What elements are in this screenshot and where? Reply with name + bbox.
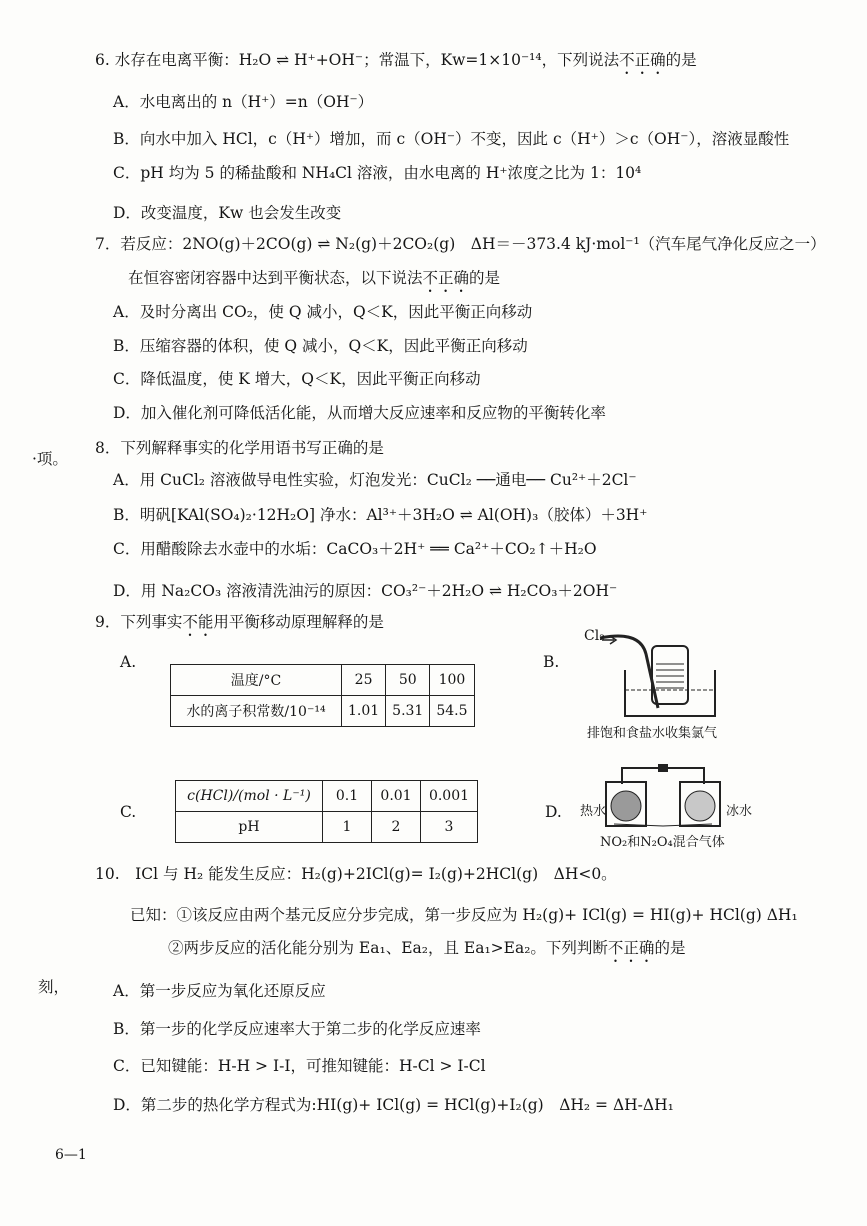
q6-option-a: A．水电离出的 n（H⁺）=n（OH⁻） [113,93,374,111]
q9-label-b: B. [543,653,560,671]
table-a-header-1: 25 [342,665,386,696]
q9-label-a: A. [120,653,137,671]
hot-water-label: 热水 [580,804,607,819]
table-c-header-2: 0.01 [372,781,421,812]
margin-note-1: ·项。 [32,450,68,468]
q9-stem: 9．下列事实不能用平衡移动原理解释的是 [95,613,384,631]
q10-option-b: B．第一步的化学反应速率大于第二步的化学反应速率 [113,1020,481,1038]
q6-option-c: C．pH 均为 5 的稀盐酸和 NH₄Cl 溶液，由水电离的 H⁺浓度之比为 1：10⁴ [113,164,642,182]
q7-option-a: A．及时分离出 CO₂，使 Q 减小，Q＜K，因此平衡正向移动 [113,303,533,321]
figure-b-caption: 排饱和食盐水收集氯气 [587,726,718,741]
equilibrium-flasks-figure [600,756,730,828]
table-c-cell-3: 3 [421,812,478,843]
q8-option-c: C．用醋酸除去水壶中的水垢：CaCO₃＋2H⁺ ══ Ca²⁺＋CO₂↑＋H₂O [113,540,597,558]
q9-table-a [170,664,475,727]
table-c-header-3: 0.001 [421,781,478,812]
q7-stem: 7．若反应：2NO(g)＋2CO(g) ⇌ N₂(g)＋2CO₂(g) ΔH＝－373.4 kJ·mol⁻¹（汽车尾气净化反应之一） [95,235,826,253]
ice-water-label: 冰水 [726,804,753,819]
table-a-cell-1: 1.01 [342,696,386,727]
q6-option-d: D．改变温度，Kw 也会发生改变 [113,204,342,222]
q7-option-d: D．加入催化剂可降低活化能，从而增大反应速率和反应物的平衡转化率 [113,404,606,422]
q9-table-c [175,780,478,843]
q8-option-b: B．明矾[KAl(SO₄)₂·12H₂O] 净水：Al³⁺＋3H₂O ⇌ Al(OH)₃（胶体）＋3H⁺ [113,506,648,524]
q9-label-c: C. [120,803,137,821]
table-c-cell-0: pH [176,812,323,843]
q7-option-b: B．压缩容器的体积，使 Q 减小，Q＜K，因此平衡正向移动 [113,337,528,355]
table-a-cell-2: 5.31 [386,696,430,727]
q6-option-b: B．向水中加入 HCl，c（H⁺）增加，而 c（OH⁻）不变，因此 c（H⁺）＞c（OH⁻），溶液显酸性 [113,130,790,148]
q8-stem: 8．下列解释事实的化学用语书写正确的是 [95,439,384,457]
q6-stem: 6. 水存在电离平衡：H₂O ⇌ H⁺+OH⁻；常温下，Kw=1×10⁻¹⁴，下列说法不正确的是 [95,51,697,69]
table-a-header-3: 100 [430,665,474,696]
table-c-cell-2: 2 [372,812,421,843]
table-a-cell-3: 54.5 [430,696,474,727]
table-a-header-2: 50 [386,665,430,696]
table-a-header-0: 温度/°C [171,665,342,696]
chlorine-gas-label: Cl₂ [584,628,605,644]
table-c-header-0: c(HCl)/(mol · L⁻¹) [176,781,323,812]
q10-option-c: C．已知键能：H-H > I-I，可推知键能：H-Cl > I-Cl [113,1057,486,1075]
figure-d-caption: NO₂和N₂O₄混合气体 [600,835,725,850]
q8-option-a: A．用 CuCl₂ 溶液做导电性实验，灯泡发光：CuCl₂ ──通电── Cu²⁺＋2Cl⁻ [113,471,637,489]
q10-known-1: 已知：①该反应由两个基元反应分步完成，第一步反应为 H₂(g)+ ICl(g) = HI(g)+ HCl(g) ΔH₁ [130,906,798,924]
q7-stem-line2: 在恒容密闭容器中达到平衡状态，以下说法不正确的是 [128,269,501,287]
q8-option-d: D．用 Na₂CO₃ 溶液清洗油污的原因：CO₃²⁻＋2H₂O ⇌ H₂CO₃＋2OH⁻ [113,582,618,600]
q10-stem: 10. ICl 与 H₂ 能发生反应：H₂(g)+2ICl(g)= I₂(g)+2HCl(g) ΔH<0。 [95,865,617,883]
q9-label-d: D. [545,803,562,821]
margin-note-2: 刻， [38,978,70,996]
q10-option-d: D．第二步的热化学方程式为:HI(g)+ ICl(g) = HCl(g)+I₂(g) ΔH₂ = ΔH-ΔH₁ [113,1096,674,1114]
table-c-cell-1: 1 [323,812,372,843]
q10-known-2: ②两步反应的活化能分别为 Ea₁、Ea₂，且 Ea₁>Ea₂。下列判断不正确的是 [168,939,686,957]
page-number: 6—1 [55,1147,87,1163]
table-a-cell-0: 水的离子积常数/10⁻¹⁴ [171,696,342,727]
q10-option-a: A．第一步反应为氧化还原反应 [113,982,326,1000]
table-c-header-1: 0.1 [323,781,372,812]
q7-option-c: C．降低温度，使 K 增大，Q＜K，因此平衡正向移动 [113,370,481,388]
